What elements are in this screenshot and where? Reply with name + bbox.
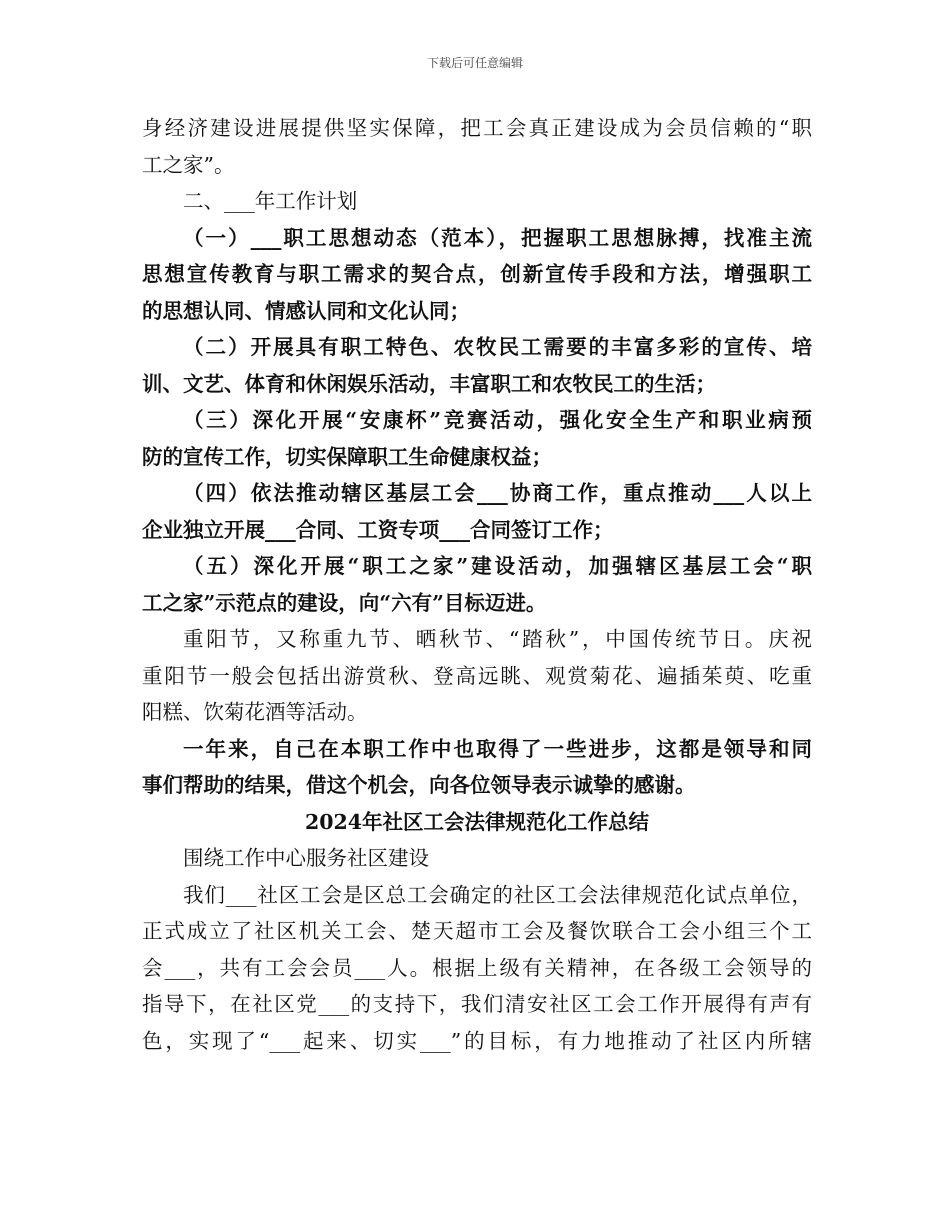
text-line: 企业独立开展___合同、工资专项___合同签订工作； — [142, 517, 614, 542]
paragraph-chongyang: 重阳节，又称重九节、晒秋节、“踏秋”，中国传统节日。庆祝 — [183, 627, 812, 651]
text-line: 防的宣传工作，切实保障职工生命健康权益； — [142, 444, 552, 469]
paragraph-summary: 我们___社区工会是区总工会确定的社区工会法律规范化试点单位， — [183, 882, 812, 907]
plan-item-1: （一）___职工思想动态（范本），把握职工思想脉搏，找准主流 — [183, 225, 812, 250]
text-line: 工之家”。 — [142, 152, 235, 177]
text-line: 阳糕、饮菊花酒等活动。 — [142, 700, 368, 724]
subtitle: 围绕工作中心服务社区建设 — [183, 846, 429, 870]
page-header-note: 下载后可任意编辑 — [426, 56, 523, 70]
text-line: 思想宣传教育与职工需求的契合点，创新宣传手段和方法，增强职工 — [142, 262, 812, 286]
text-line: 会___，共有工会会员___人。根据上级有关精神，在各级工会领导的 — [142, 955, 812, 980]
text-line: 的思想认同、情感认同和文化认同； — [142, 298, 470, 323]
text-line: 身经济建设进展提供坚实保障，把工会真正建设成为会员信赖的“职 — [142, 116, 812, 140]
plan-item-5: （五）深化开展“职工之家”建设活动，加强辖区基层工会“职 — [183, 554, 812, 578]
section-heading: 二、___年工作计划 — [183, 189, 358, 213]
text-line: 正式成立了社区机关工会、楚天超市工会及餐饮联合工会小组三个工 — [142, 919, 812, 943]
document-title: 2024年社区工会法律规范化工作总结 — [304, 809, 650, 834]
plan-item-4: （四）依法推动辖区基层工会___协商工作，重点推动___人以上 — [183, 481, 812, 505]
text-line: 色，实现了“___起来、切实___”的目标，有力地推动了社区内所辖 — [142, 1028, 812, 1053]
text-line: 指导下，在社区党___的支持下，我们清安社区工会工作开展得有声有 — [142, 992, 812, 1016]
plan-item-3: （三）深化开展“安康杯”竞赛活动，强化安全生产和职业病预 — [183, 408, 812, 432]
document-body — [142, 110, 812, 1059]
text-line: 训、文艺、体育和休闲娱乐活动，丰富职工和农牧民工的生活； — [142, 371, 716, 396]
text-line: 事们帮助的结果，借这个机会，向各位领导表示诚挚的感谢。 — [142, 773, 696, 797]
text-line: 重阳节一般会包括出游赏秋、登高远眺、观赏菊花、遍插茱萸、吃重 — [142, 663, 812, 688]
text-line: 工之家”示范点的建设，向“六有”目标迈进。 — [142, 590, 547, 615]
plan-item-2: （二）开展具有职工特色、农牧民工需要的丰富多彩的宣传、培 — [183, 335, 812, 359]
paragraph-thanks: 一年来，自己在本职工作中也取得了一些进步，这都是领导和同 — [183, 736, 812, 761]
